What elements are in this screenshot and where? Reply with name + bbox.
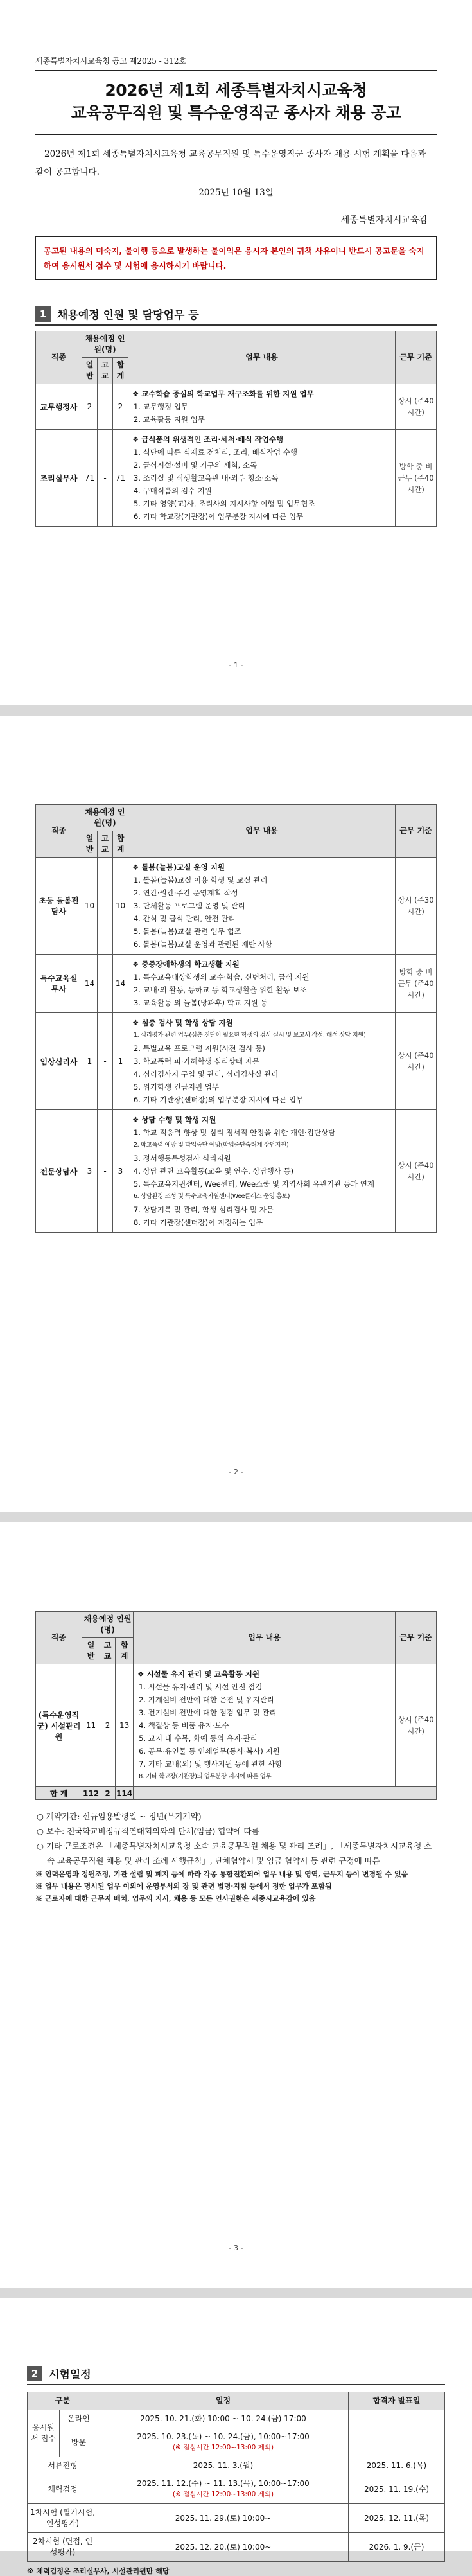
exam2-label: 2차시험 (면접, 인성평가) xyxy=(28,2533,98,2562)
count-general: 1 xyxy=(82,1013,98,1110)
total-total: 114 xyxy=(116,1787,134,1800)
announcement-date: 2025년 10월 13일 xyxy=(198,188,274,198)
jobs-table-p1 xyxy=(35,331,437,527)
duty-item: 3. 정서행동특성검사 심리지원 xyxy=(134,1154,231,1163)
count-disabled: - xyxy=(98,1110,113,1233)
count-disabled: - xyxy=(98,1013,113,1110)
th-date: 일정 xyxy=(98,2392,349,2410)
duty-item: 4. 책걸상 등 비품 유지·보수 xyxy=(139,1721,229,1730)
table-row xyxy=(28,2475,445,2504)
phys-note: (※ 점심시간 12:00~13:00 제외) xyxy=(172,2491,274,2498)
duty-item: 1. 특수교육대상학생의 교수·학습, 신변처리, 급식 지원 xyxy=(134,973,310,982)
table-row xyxy=(36,1664,437,1787)
th-disabled: 고교 xyxy=(100,1638,116,1664)
th-result: 합격자 발표일 xyxy=(349,2392,445,2410)
job-name: 초등 돌봄전담사 xyxy=(36,858,82,955)
duty-item: 4. 심리검사지 구입 및 관리, 심리검사실 관리 xyxy=(134,1070,279,1079)
th-count: 채용예정 인원(명) xyxy=(82,331,128,358)
page-1 xyxy=(0,0,472,705)
table-row xyxy=(28,2504,445,2533)
apply-result xyxy=(349,2410,445,2457)
duty-head: ❖ 돌봄(늘봄)교실 운영 지원 xyxy=(132,863,225,872)
duty-item: 3. 학교폭력 피·가해학생 심리상태 자문 xyxy=(134,1057,259,1066)
work-condition: 상시 (주40시간) xyxy=(396,384,437,430)
total-disabled: 2 xyxy=(100,1787,116,1800)
table-row xyxy=(36,1013,437,1110)
work-condition: 상시 (주30시간) xyxy=(396,858,437,955)
table-row xyxy=(36,955,437,1013)
duty-item: 6. 기타 학교장(기관장)이 업무분장 지시에 따른 업무 xyxy=(134,512,304,521)
duty-head: ❖ 급식품의 위생적인 조리·세척·배식 작업수행 xyxy=(132,435,284,444)
count-disabled: - xyxy=(98,430,113,527)
page-title-line2: 교육공무직원 및 특수운영직군 종사자 채용 공고 xyxy=(71,103,401,122)
job-name: 전문상담사 xyxy=(36,1110,82,1233)
duty-item: 1. 돌봄(늘봄)교실 이용 학생 및 교실 관리 xyxy=(134,876,268,885)
duty-item: 5. 기타 영양(교)사, 조리사의 지시사항 이행 및 업무협조 xyxy=(134,499,315,508)
duty-item: 5. 교지 내 수목, 화예 등의 유지·관리 xyxy=(139,1734,258,1743)
online-label: 온라인 xyxy=(60,2410,98,2428)
jobs-table-p3 xyxy=(35,1611,437,1800)
duty-item: 7. 기타 교내(외) 및 행사지원 등에 관한 사항 xyxy=(139,1760,283,1769)
page-number: - 2 - xyxy=(229,1468,243,1476)
th-job: 직종 xyxy=(36,331,82,384)
page-number: - 3 - xyxy=(229,2244,243,2252)
th-duty: 업무 내용 xyxy=(134,1612,396,1664)
note-contract: ○ 계약기간: 신규임용발령일 ~ 정년(무기계약) xyxy=(37,1812,202,1821)
duty-item: 1. 교무행정 업무 xyxy=(134,402,188,411)
table-row xyxy=(36,858,437,955)
th-cond: 근무 기준 xyxy=(396,805,437,858)
count-general: 10 xyxy=(82,858,98,955)
visit-date-cell xyxy=(98,2428,349,2457)
th-cond: 근무 기준 xyxy=(396,1612,437,1664)
doc-label: 서류전형 xyxy=(28,2457,98,2475)
duty-cell xyxy=(128,430,396,527)
duty-item: 7. 상담기록 및 관리, 학생 심리검사 및 자문 xyxy=(134,1205,274,1214)
th-duty: 업무 내용 xyxy=(128,805,396,858)
phys-date: 2025. 11. 12.(수) ~ 11. 13.(목), 10:00~17:00 xyxy=(137,2479,310,2488)
th-job: 직종 xyxy=(36,1612,82,1664)
doc-result: 2025. 11. 6.(목) xyxy=(349,2457,445,2475)
count-total: 14 xyxy=(113,955,128,1013)
table-row xyxy=(36,1110,437,1233)
th-total: 합계 xyxy=(113,831,128,858)
exam1-date: 2025. 11. 29.(토) 10:00~ xyxy=(98,2504,349,2533)
count-general: 11 xyxy=(82,1664,100,1787)
duty-head: ❖ 중증장애학생의 학교생활 지원 xyxy=(132,960,240,969)
th-total: 합계 xyxy=(116,1638,134,1664)
duty-item: 4. 상담 관련 교육활동(교육 및 연수, 상담행사 등) xyxy=(134,1167,294,1176)
count-total: 10 xyxy=(113,858,128,955)
table-row xyxy=(28,2533,445,2562)
count-general: 2 xyxy=(82,384,98,430)
count-total: 71 xyxy=(113,430,128,527)
work-condition: 방학 중 비근무 (주40시간) xyxy=(396,430,437,527)
th-disabled: 고교 xyxy=(98,358,113,384)
count-general: 3 xyxy=(82,1110,98,1233)
note-authority: ※ 근로자에 대한 근무지 배치, 업무의 지시, 채용 등 모든 인사권한은 세종시교육감에 있음 xyxy=(35,1894,316,1903)
notes xyxy=(35,1809,437,1905)
visit-label: 방문 xyxy=(60,2428,98,2457)
count-general: 71 xyxy=(82,430,98,527)
intro-text: 2026년 제1회 세종특별자치시교육청 교육공무직원 및 특수운영직군 종사자 채용 시험 계획을 다음과 같이 공고합니다. xyxy=(35,149,426,177)
duty-item: 3. 전기설비 전반에 대한 점검 업무 및 관리 xyxy=(139,1708,277,1717)
duty-cell xyxy=(128,955,396,1013)
count-total: 2 xyxy=(113,384,128,430)
count-disabled: - xyxy=(98,858,113,955)
count-total: 13 xyxy=(116,1664,134,1787)
schedule-footnote: ※ 체력검정은 조리실무사, 시설관리원만 해당 xyxy=(27,2567,170,2575)
duty-item: 2. 급식시설·설비 및 기구의 세척, 소독 xyxy=(134,461,258,470)
title-block xyxy=(35,71,437,135)
exam2-result: 2026. 1. 9.(금) xyxy=(349,2533,445,2562)
th-duty: 업무 내용 xyxy=(128,331,396,384)
online-date: 2025. 10. 21.(화) 10:00 ~ 10. 24.(금) 17:00 xyxy=(98,2410,349,2428)
exam1-label: 1차시험 (필기시험, 인성평가) xyxy=(28,2504,98,2533)
job-name: 임상심리사 xyxy=(36,1013,82,1110)
table-row xyxy=(36,430,437,527)
work-condition: 방학 중 비근무 (주40시간) xyxy=(396,955,437,1013)
count-total: 3 xyxy=(113,1110,128,1233)
exam1-result: 2025. 12. 11.(목) xyxy=(349,2504,445,2533)
count-general: 14 xyxy=(82,955,98,1013)
duty-head: ❖ 상담 수행 및 학생 지원 xyxy=(132,1115,216,1124)
note-conditions: ○ 기타 근로조건은 「세종특별자치시교육청 소속 교육공무직원 채용 및 관리 조례」, 「세종특별자치시교육청 소속 교육공무직원 채용 및 관리 조례 시행규칙」, 단체협약서 및 임금 협약서 등 관련 규정에 따름 xyxy=(37,1841,432,1866)
duty-item: 1. 식단에 따른 식재료 전처리, 조리, 배식작업 수행 xyxy=(134,448,297,457)
duty-item: 2. 특별교육 프로그램 지원(사전 검사 등) xyxy=(134,1044,265,1053)
duty-item: 6. 상담환경 조성 및 특수교육지원센터(Wee클래스 운영 홍보) xyxy=(134,1193,290,1200)
document-number: 세종특별자치시교육청 공고 제2025 - 312호 xyxy=(35,55,437,71)
job-name: 조리실무사 xyxy=(36,430,82,527)
phys-label: 체력검정 xyxy=(28,2475,98,2504)
section-1-number: 1 xyxy=(35,306,51,322)
duty-item: 5. 특수교육지원센터, Wee센터, Wee스쿨 및 지역사회 유관기관 등과 연계 xyxy=(134,1179,374,1188)
th-disabled: 고교 xyxy=(98,831,113,858)
total-general: 112 xyxy=(82,1787,100,1800)
duty-item: 4. 간식 및 급식 관리, 안전 관리 xyxy=(134,914,236,923)
duty-item: 6. 돌봄(늘봄)교실 운영과 관련된 제반 사항 xyxy=(134,940,272,949)
th-general: 일반 xyxy=(82,358,98,384)
page-title-line1: 2026년 제1회 세종특별자치시교육청 xyxy=(105,81,367,100)
th-general: 일반 xyxy=(82,1638,100,1664)
duty-item: 6. 기타 기관장(센터장)의 업무분장 지시에 따른 업무 xyxy=(134,1095,304,1104)
job-name: 특수교육실무사 xyxy=(36,955,82,1013)
page-4 xyxy=(0,2298,472,2575)
total-empty xyxy=(134,1787,437,1800)
duty-item: 8. 기타 기관장(센터장)이 지정하는 업무 xyxy=(134,1218,263,1227)
note-pay: ○ 보수: 전국학교비정규직연대회의와의 단체(임금) 협약에 따름 xyxy=(37,1826,259,1836)
section-2-number: 2 xyxy=(27,2366,42,2381)
job-name: 교무행정사 xyxy=(36,384,82,430)
phys-date-cell xyxy=(98,2475,349,2504)
doc-date: 2025. 11. 3.(월) xyxy=(98,2457,349,2475)
total-label: 합 계 xyxy=(36,1787,82,1800)
th-general: 일반 xyxy=(82,831,98,858)
issuer: 세종특별자치시교육감 xyxy=(340,215,428,225)
duty-item: 1. 시설물 유지·관리 및 시설 안전 점검 xyxy=(139,1682,263,1691)
duty-item: 8. 기타 학교장(기관장)의 업무분장 지시에 따른 업무 xyxy=(139,1773,272,1780)
duty-item: 3. 교육활동 외 늘봄(방과후) 학교 지원 등 xyxy=(134,998,268,1007)
work-condition: 상시 (주40시간) xyxy=(396,1664,437,1787)
apply-label: 응시원서 접수 xyxy=(28,2410,60,2457)
th-count: 채용예정 인원(명) xyxy=(82,805,128,831)
section-2-title: 시험일정 xyxy=(49,2369,91,2381)
th-category: 구분 xyxy=(28,2392,98,2410)
th-count: 채용예정 인원(명) xyxy=(82,1612,134,1638)
duty-item: 2. 학교폭력 예방 및 학업중단 예방(학업중단숙려제 상담지원) xyxy=(134,1142,289,1149)
duty-item: 3. 단체활동 프로그램 운영 및 관리 xyxy=(134,901,245,910)
count-disabled: 2 xyxy=(100,1664,116,1787)
duty-cell xyxy=(128,1110,396,1233)
page-3 xyxy=(0,1522,472,2288)
page-2 xyxy=(0,716,472,1512)
visit-note: (※ 점심시간 12:00~13:00 제외) xyxy=(172,2444,274,2451)
page-number: - 1 - xyxy=(229,661,243,669)
duty-item: 5. 위기학생 긴급지원 업무 xyxy=(134,1082,220,1091)
duty-item: 1. 심리평가 관련 업무(심층 진단이 필요한 학생의 검사 실시 및 보고서 작성, 해석 상담 지원) xyxy=(134,1032,366,1039)
work-condition: 상시 (주40시간) xyxy=(396,1013,437,1110)
duty-item: 2. 기계설비 전반에 대한 운전 및 유지관리 xyxy=(139,1695,274,1704)
note-staffing: ※ 인력운영과 정원조정, 기관 설립 및 폐지 등에 따라 각종 통합전환되어 업무 내용 및 영역, 근무지 등이 변경될 수 있음 xyxy=(35,1870,408,1878)
duty-head: ❖ 심층 검사 및 학생 상담 지원 xyxy=(132,1018,233,1027)
duty-item: 4. 구매식품의 검수 지원 xyxy=(134,486,212,495)
duty-item: 6. 공무·유인물 등 인쇄업무(동사·복사) 지원 xyxy=(139,1747,280,1756)
section-1-title: 채용예정 인원 및 담당업무 등 xyxy=(57,309,199,322)
duty-item: 3. 조리실 및 식생활교육관 내·외부 청소·소독 xyxy=(134,473,279,482)
duty-item: 2. 교내·외 활동, 등하교 등 학교생활을 위한 활동 보조 xyxy=(134,985,307,994)
phys-result: 2025. 11. 19.(수) xyxy=(349,2475,445,2504)
total-row xyxy=(36,1787,437,1800)
count-disabled: - xyxy=(98,384,113,430)
duty-item: 2. 교육활동 지원 업무 xyxy=(134,415,205,424)
table-row xyxy=(28,2410,445,2428)
duty-head: ❖ 교수학습 중심의 학교업무 재구조화를 위한 지원 업무 xyxy=(132,389,314,398)
section-2-heading xyxy=(27,2365,445,2385)
duty-cell xyxy=(134,1664,396,1787)
th-job: 직종 xyxy=(36,805,82,858)
visit-date: 2025. 10. 23.(목) ~ 10. 24.(금), 10:00~17:00 xyxy=(137,2432,310,2441)
table-row xyxy=(36,384,437,430)
duty-cell xyxy=(128,1013,396,1110)
duty-head: ❖ 시설물 유지 관리 및 교육활동 지원 xyxy=(137,1670,259,1679)
count-disabled: - xyxy=(98,955,113,1013)
duty-item: 1. 학교 적응력 향상 및 심리 정서적 안정을 위한 개인·집단상담 xyxy=(134,1128,336,1137)
duty-item: 5. 돌봄(늘봄)교실 관련 업무 협조 xyxy=(134,927,241,936)
schedule-table xyxy=(27,2392,445,2562)
table-row xyxy=(28,2457,445,2475)
count-total: 1 xyxy=(113,1013,128,1110)
jobs-table-p2 xyxy=(35,804,437,1233)
job-name: (특수운영직군) 시설관리원 xyxy=(36,1664,82,1787)
warning-box: 공고된 내용의 미숙지, 불이행 등으로 발생하는 불이익은 응시자 본인의 귀책 사유이니 반드시 공고문을 숙지하여 응시원서 접수 및 시험에 응시하시기 바랍니다. xyxy=(35,236,437,280)
exam2-date: 2025. 12. 20.(토) 10:00~ xyxy=(98,2533,349,2562)
duty-cell xyxy=(128,858,396,955)
note-duties: ※ 업무 내용은 명시된 업무 이외에 운영부서의 장 및 관련 법령·지침 등에서 정한 업무가 포함됨 xyxy=(35,1882,332,1891)
duty-item: 2. 연간·월간·주간 운영계획 작성 xyxy=(134,888,238,897)
th-cond: 근무 기준 xyxy=(396,331,437,384)
duty-cell xyxy=(128,384,396,430)
th-total: 합계 xyxy=(113,358,128,384)
work-condition: 상시 (주40시간) xyxy=(396,1110,437,1233)
section-1-heading xyxy=(35,306,437,326)
